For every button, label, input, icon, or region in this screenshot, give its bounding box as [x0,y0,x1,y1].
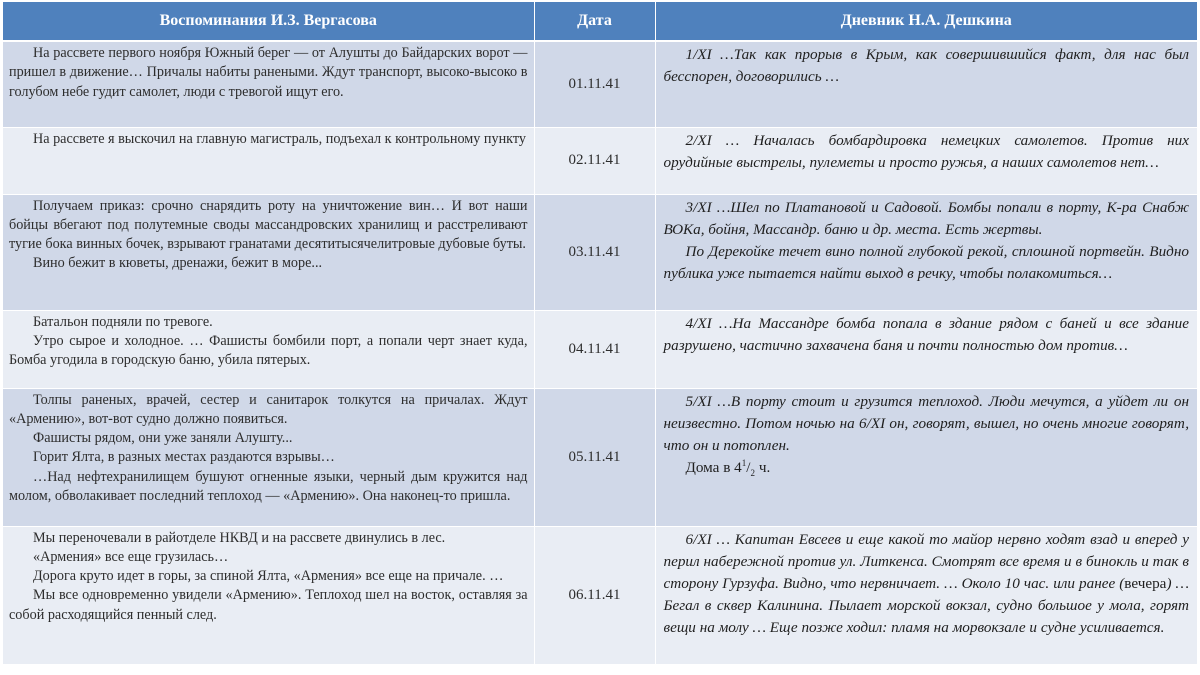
table-row [3,310,1197,388]
date-cell: 05.11.41 [534,388,655,526]
table-row [3,41,1197,127]
diary-cell [655,388,1197,526]
home-time-suffix: ч. [755,459,771,477]
comparison-table [3,2,1197,665]
memoir-cell [3,388,534,526]
memoir-text: Батальон подняли по тревоге. [33,313,213,330]
date-cell: 01.11.41 [534,41,655,127]
diary-text-evening: вечера [1124,574,1167,592]
header-diary: Дневник Н.А. Дешкина [655,2,1197,41]
memoir-text: …Над нефтехранилищем бушуют огненные языки, черный дым кружится над молом, обволакивает последний теплоход — «Армению». Она наконец-то пришла. [9,468,528,504]
diary-cell [655,310,1197,388]
memoir-text: Вино бежит в кюветы, дренажи, бежит в море... [33,255,323,272]
header-memoirs: Воспоминания И.З. Вергасова [3,2,534,41]
diary-cell [655,41,1197,127]
memoir-text: Толпы раненых, врачей, сестер и санитарок толкутся на причалах. Ждут «Армению», вот-вот судно должно появиться. [9,391,528,427]
date-cell: 04.11.41 [534,310,655,388]
memoir-cell [3,526,534,664]
diary-cell [655,526,1197,664]
diary-text: 1/XI …Так как прорыв в Крым, как совершившийся факт, для нас был бесспорен, договорились … [663,46,1189,86]
home-time-prefix: Дома в 4 [685,459,742,477]
home-time-slash: / [746,459,751,477]
memoir-text: Фашисты рядом, они уже заняли Алушту... [33,430,293,447]
diary-text-part: ) … Бегал в сквер Калинина. Пылает морской вокзал, судно большое у мола, горят вещи на молу … Еще позже ходил: пламя на морвокзале и судне усиливается. [663,574,1189,637]
diary-text: 4/XI …На Массандре бомба попала в здание рядом с баней и все здание разрушено, частично захвачена баня и почти полностью дом против… [663,314,1189,354]
table-header-row [3,2,1197,41]
table-row [3,127,1197,194]
memoir-text: «Армения» все еще грузилась… [33,548,229,565]
diary-text-part: 6/XI … Капитан Евсеев и еще какой то майор нервно ходят взад и вперед у перил набережной против ул. Литкенса. Смотрят все время и в бинокль и так в сторону Гурзуфа. Видно, что нервничает. … Около 10 час. или ранее ( [663,530,1189,592]
memoir-cell [3,127,534,194]
header-date: Дата [534,2,655,41]
memoir-cell [3,310,534,388]
table-row [3,388,1197,526]
diary-cell [655,127,1197,194]
memoir-cell [3,41,534,127]
home-time-denominator: 2 [750,468,756,479]
table-row [3,526,1197,664]
date-cell: 02.11.41 [534,127,655,194]
memoir-text: Горит Ялта, в разных местах раздаются взрывы… [33,449,335,466]
memoir-text: Утро сырое и холодное. … Фашисты бомбили порт, а попали черт знает куда, Бомба угодила в городскую баню, убила пятерых. [9,332,528,369]
memoir-text: На рассвете первого ноября Южный берег — от Алушты до Байдарских ворот — пришел в движение… Причалы набиты ранеными. Ждут транспорт, высоко-высоко в голубом небе гудит самолет, люди с тревогой ищут его. [9,45,528,100]
date-cell: 03.11.41 [534,194,655,310]
date-cell: 06.11.41 [534,526,655,664]
table-row [3,194,1197,310]
diary-home-time [664,457,1190,479]
memoir-cell [3,194,534,310]
diary-text: 2/XI … Началась бомбардировка немецких самолетов. Против них орудийные выстрелы, пулеметы и просто ружья, а наших самолетов нет… [663,131,1189,171]
memoir-text: Получаем приказ: срочно снарядить роту на уничтожение вин… И вот наши бойцы вбегают под полутемные своды массандровских хранилищ и расстреливают тугие бока винных бочек, взрывают гранатами десятитысячелитровые дубовые буты. [9,197,528,253]
memoir-text: Мы все одновременно увидели «Армению». Теплоход шел на восток, оставляя за собой расходящийся пенный след. [9,587,528,623]
diary-text: 3/XI …Шел по Платановой и Садовой. Бомбы попали в порту, К-ра Снабж ВОКа, бойня, Массандр. баню и др. места. Есть жертвы. [663,198,1189,238]
diary-text [664,529,1190,640]
diary-text: По Дерекойке течет вино полной глубокой рекой, сплошной портвейн. Видно публика уже пытается найти выход в речку, чтобы полакомиться… [663,242,1189,283]
home-time-numerator: 1 [741,458,747,469]
memoir-text: На рассвете я выскочил на главную магистраль, подъехал к контрольному пункту [33,130,526,147]
diary-cell [655,194,1197,310]
memoir-text: Дорога круто идет в горы, за спиной Ялта, «Армения» все еще на причале. … [33,568,504,585]
diary-text: 5/XI …В порту стоит и грузится теплоход. Люди мечутся, а уйдет ли он неизвестно. Потом ночью на 6/XI он, говорят, вышел, но очень многие говорят, что он и потоплен. [663,392,1189,454]
memoir-text: Мы переночевали в райотделе НКВД и на рассвете двинулись в лес. [33,529,446,546]
